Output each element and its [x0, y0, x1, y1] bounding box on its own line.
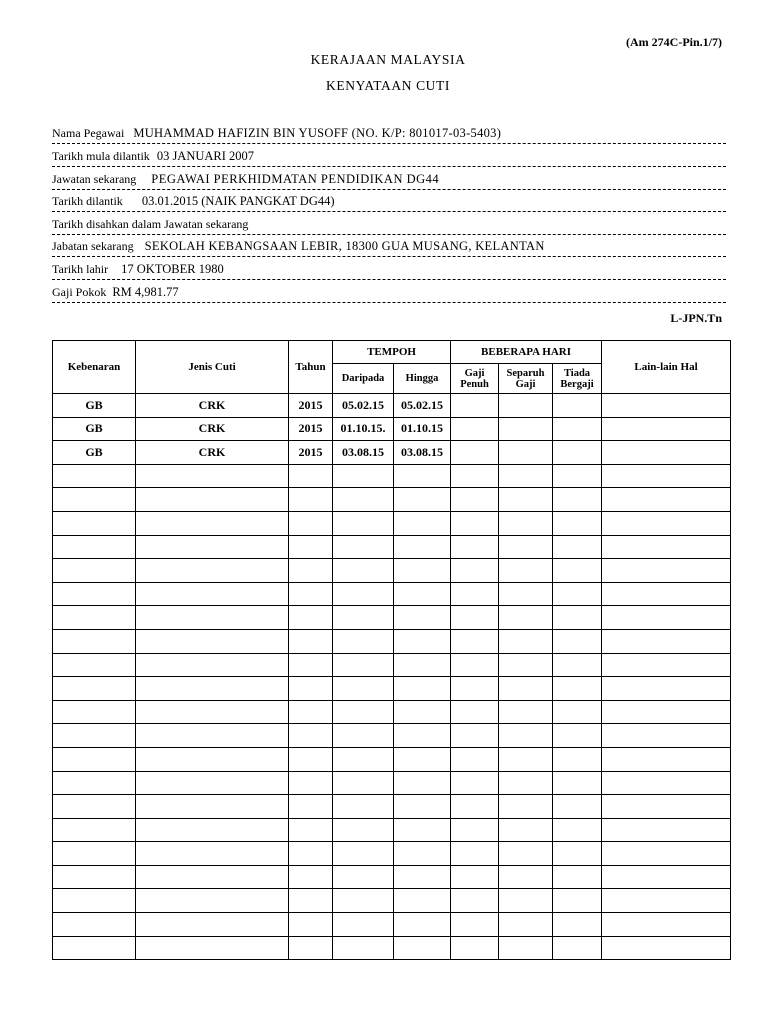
header-gaji-penuh: Gaji Penuh [451, 364, 499, 394]
table-row-empty [53, 795, 731, 819]
field-label: Jabatan sekarang [52, 239, 134, 253]
field-nama-pegawai [52, 125, 726, 144]
cell-tiada-bergaji [553, 795, 602, 819]
cell-lain-lain [602, 700, 731, 724]
cell-separuh-gaji [499, 559, 553, 583]
cell-separuh-gaji [499, 771, 553, 795]
cell-kebenaran [53, 771, 136, 795]
cell-separuh-gaji [499, 441, 553, 465]
cell-separuh-gaji [499, 606, 553, 630]
cell-kebenaran [53, 488, 136, 512]
leave-table-body [53, 394, 731, 960]
cell-gaji-penuh [451, 511, 499, 535]
cell-lain-lain [602, 606, 731, 630]
cell-gaji-penuh [451, 818, 499, 842]
cell-jenis-cuti [136, 488, 289, 512]
cell-tahun: 2015 [289, 417, 333, 441]
table-row-empty [53, 936, 731, 960]
header-separuh-gaji: Separuh Gaji [499, 364, 553, 394]
cell-daripada [333, 889, 394, 913]
field-jawatan-sekarang [52, 171, 726, 190]
cell-tahun [289, 464, 333, 488]
cell-jenis-cuti [136, 747, 289, 771]
cell-tahun [289, 629, 333, 653]
header-kebenaran: Kebenaran [53, 341, 136, 394]
table-row-empty [53, 747, 731, 771]
cell-gaji-penuh [451, 889, 499, 913]
field-label: Tarikh mula dilantik [52, 149, 150, 163]
cell-jenis-cuti [136, 606, 289, 630]
field-tarikh-disahkan [52, 216, 726, 235]
cell-tiada-bergaji [553, 606, 602, 630]
header-lain-lain-hal: Lain-lain Hal [602, 341, 731, 394]
cell-kebenaran [53, 724, 136, 748]
cell-hingga [394, 606, 451, 630]
cell-gaji-penuh [451, 535, 499, 559]
leave-table [52, 340, 731, 960]
cell-separuh-gaji [499, 795, 553, 819]
cell-kebenaran [53, 559, 136, 583]
cell-kebenaran: GB [53, 394, 136, 418]
cell-gaji-penuh [451, 795, 499, 819]
cell-hingga [394, 913, 451, 937]
cell-jenis-cuti [136, 559, 289, 583]
field-value: MUHAMMAD HAFIZIN BIN YUSOFF (NO. K/P: 801017-03-5403) [133, 126, 502, 140]
cell-tahun [289, 771, 333, 795]
cell-gaji-penuh [451, 724, 499, 748]
cell-kebenaran [53, 464, 136, 488]
cell-lain-lain [602, 394, 731, 418]
cell-hingga [394, 559, 451, 583]
table-row-empty [53, 677, 731, 701]
cell-lain-lain [602, 865, 731, 889]
cell-tiada-bergaji [553, 629, 602, 653]
cell-gaji-penuh [451, 394, 499, 418]
cell-lain-lain [602, 417, 731, 441]
cell-daripada [333, 818, 394, 842]
cell-tiada-bergaji [553, 936, 602, 960]
cell-hingga [394, 700, 451, 724]
cell-kebenaran [53, 936, 136, 960]
cell-daripada [333, 582, 394, 606]
cell-tahun [289, 535, 333, 559]
cell-kebenaran [53, 747, 136, 771]
cell-separuh-gaji [499, 747, 553, 771]
cell-hingga: 05.02.15 [394, 394, 451, 418]
cell-separuh-gaji [499, 842, 553, 866]
cell-tahun [289, 842, 333, 866]
cell-jenis-cuti [136, 795, 289, 819]
cell-hingga [394, 464, 451, 488]
cell-daripada [333, 936, 394, 960]
cell-separuh-gaji [499, 818, 553, 842]
page-title: KERAJAAN MALAYSIA [310, 52, 466, 67]
cell-gaji-penuh [451, 771, 499, 795]
cell-tahun: 2015 [289, 394, 333, 418]
page-subtitle: KENYATAAN CUTI [326, 78, 450, 93]
cell-tiada-bergaji [553, 511, 602, 535]
cell-hingga [394, 818, 451, 842]
cell-separuh-gaji [499, 653, 553, 677]
cell-tahun [289, 818, 333, 842]
cell-lain-lain [602, 771, 731, 795]
cell-daripada: 05.02.15 [333, 394, 394, 418]
cell-kebenaran: GB [53, 417, 136, 441]
cell-tiada-bergaji [553, 771, 602, 795]
table-row-empty [53, 629, 731, 653]
field-value: 03.01.2015 (NAIK PANGKAT DG44) [141, 194, 335, 208]
cell-daripada [333, 677, 394, 701]
cell-daripada [333, 629, 394, 653]
cell-gaji-penuh [451, 700, 499, 724]
table-row-empty [53, 559, 731, 583]
cell-separuh-gaji [499, 889, 553, 913]
cell-separuh-gaji [499, 700, 553, 724]
header-hingga: Hingga [394, 364, 451, 394]
cell-tahun [289, 582, 333, 606]
cell-gaji-penuh [451, 441, 499, 465]
cell-jenis-cuti [136, 936, 289, 960]
field-label: Nama Pegawai [52, 126, 125, 140]
field-gaji-pokok [52, 284, 726, 303]
cell-separuh-gaji [499, 417, 553, 441]
cell-tiada-bergaji [553, 913, 602, 937]
field-label: Tarikh disahkan dalam Jawatan sekarang [52, 217, 249, 231]
cell-daripada [333, 842, 394, 866]
table-row-empty [53, 700, 731, 724]
cell-daripada: 03.08.15 [333, 441, 394, 465]
cell-jenis-cuti [136, 724, 289, 748]
cell-tahun [289, 724, 333, 748]
cell-jenis-cuti [136, 629, 289, 653]
table-row-empty [53, 511, 731, 535]
cell-tiada-bergaji [553, 865, 602, 889]
header-tempoh: TEMPOH [333, 341, 451, 364]
cell-separuh-gaji [499, 488, 553, 512]
cell-jenis-cuti [136, 653, 289, 677]
cell-kebenaran [53, 653, 136, 677]
field-label: Tarikh dilantik [52, 194, 123, 208]
cell-hingga [394, 677, 451, 701]
cell-lain-lain [602, 629, 731, 653]
cell-hingga [394, 724, 451, 748]
field-value: SEKOLAH KEBANGSAAN LEBIR, 18300 GUA MUSANG, KELANTAN [144, 239, 545, 253]
cell-kebenaran [53, 865, 136, 889]
cell-jenis-cuti [136, 865, 289, 889]
cell-hingga: 03.08.15 [394, 441, 451, 465]
cell-jenis-cuti [136, 582, 289, 606]
cell-gaji-penuh [451, 582, 499, 606]
cell-jenis-cuti [136, 842, 289, 866]
cell-lain-lain [602, 511, 731, 535]
cell-hingga [394, 582, 451, 606]
cell-kebenaran: GB [53, 441, 136, 465]
cell-tiada-bergaji [553, 417, 602, 441]
form-code: (Am 274C-Pin.1/7) [626, 35, 722, 49]
field-label: Gaji Pokok [52, 285, 107, 299]
cell-daripada [333, 795, 394, 819]
cell-separuh-gaji [499, 936, 553, 960]
cell-tahun: 2015 [289, 441, 333, 465]
cell-daripada [333, 511, 394, 535]
cell-separuh-gaji [499, 724, 553, 748]
table-row-empty [53, 818, 731, 842]
field-jabatan-sekarang [52, 238, 726, 257]
table-row-empty [53, 842, 731, 866]
cell-lain-lain [602, 559, 731, 583]
cell-kebenaran [53, 677, 136, 701]
cell-jenis-cuti [136, 771, 289, 795]
cell-daripada [333, 464, 394, 488]
cell-tahun [289, 606, 333, 630]
field-tarikh-lahir [52, 261, 726, 280]
cell-separuh-gaji [499, 464, 553, 488]
field-tarikh-mula-dilantik [52, 148, 726, 167]
cell-tahun [289, 889, 333, 913]
cell-tahun [289, 653, 333, 677]
cell-jenis-cuti: CRK [136, 441, 289, 465]
cell-tiada-bergaji [553, 818, 602, 842]
cell-hingga [394, 653, 451, 677]
table-row-empty [53, 724, 731, 748]
cell-tiada-bergaji [553, 677, 602, 701]
cell-gaji-penuh [451, 464, 499, 488]
cell-kebenaran [53, 795, 136, 819]
cell-kebenaran [53, 818, 136, 842]
cell-daripada [333, 747, 394, 771]
field-value: RM 4,981.77 [112, 285, 179, 299]
cell-jenis-cuti [136, 535, 289, 559]
cell-tahun [289, 511, 333, 535]
cell-gaji-penuh [451, 842, 499, 866]
cell-hingga [394, 488, 451, 512]
cell-daripada [333, 559, 394, 583]
cell-jenis-cuti [136, 889, 289, 913]
cell-gaji-penuh [451, 488, 499, 512]
cell-gaji-penuh [451, 747, 499, 771]
cell-gaji-penuh [451, 865, 499, 889]
cell-hingga: 01.10.15 [394, 417, 451, 441]
cell-kebenaran [53, 842, 136, 866]
table-row-empty [53, 606, 731, 630]
cell-hingga [394, 795, 451, 819]
cell-daripada [333, 913, 394, 937]
cell-gaji-penuh [451, 913, 499, 937]
table-row-empty [53, 653, 731, 677]
cell-lain-lain [602, 747, 731, 771]
cell-separuh-gaji [499, 677, 553, 701]
cell-lain-lain [602, 653, 731, 677]
cell-daripada [333, 700, 394, 724]
cell-kebenaran [53, 629, 136, 653]
table-row [53, 417, 731, 441]
cell-tahun [289, 795, 333, 819]
header-daripada: Daripada [333, 364, 394, 394]
cell-lain-lain [602, 842, 731, 866]
cell-lain-lain [602, 535, 731, 559]
cell-kebenaran [53, 535, 136, 559]
table-row [53, 394, 731, 418]
cell-gaji-penuh [451, 417, 499, 441]
cell-daripada [333, 724, 394, 748]
cell-gaji-penuh [451, 629, 499, 653]
cell-jenis-cuti [136, 700, 289, 724]
cell-lain-lain [602, 464, 731, 488]
cell-separuh-gaji [499, 629, 553, 653]
cell-tahun [289, 747, 333, 771]
cell-gaji-penuh [451, 606, 499, 630]
cell-lain-lain [602, 889, 731, 913]
cell-gaji-penuh [451, 677, 499, 701]
cell-kebenaran [53, 511, 136, 535]
cell-gaji-penuh [451, 936, 499, 960]
table-row-empty [53, 464, 731, 488]
cell-lain-lain [602, 724, 731, 748]
cell-daripada [333, 606, 394, 630]
cell-jenis-cuti: CRK [136, 417, 289, 441]
cell-jenis-cuti [136, 511, 289, 535]
field-tarikh-dilantik [52, 193, 726, 212]
cell-hingga [394, 747, 451, 771]
header-jenis-cuti: Jenis Cuti [136, 341, 289, 394]
cell-separuh-gaji [499, 582, 553, 606]
cell-lain-lain [602, 488, 731, 512]
cell-lain-lain [602, 936, 731, 960]
cell-kebenaran [53, 606, 136, 630]
cell-separuh-gaji [499, 913, 553, 937]
header-tahun: Tahun [289, 341, 333, 394]
cell-tahun [289, 936, 333, 960]
table-row-empty [53, 865, 731, 889]
cell-lain-lain [602, 818, 731, 842]
table-row-empty [53, 582, 731, 606]
cell-jenis-cuti [136, 818, 289, 842]
cell-daripada [333, 653, 394, 677]
cell-lain-lain [602, 582, 731, 606]
field-label: Jawatan sekarang [52, 172, 137, 186]
cell-daripada [333, 771, 394, 795]
cell-kebenaran [53, 700, 136, 724]
cell-tiada-bergaji [553, 653, 602, 677]
cell-tiada-bergaji [553, 582, 602, 606]
cell-hingga [394, 936, 451, 960]
field-value: 03 JANUARI 2007 [156, 149, 255, 163]
cell-tahun [289, 559, 333, 583]
cell-tiada-bergaji [553, 535, 602, 559]
cell-tiada-bergaji [553, 747, 602, 771]
cell-lain-lain [602, 441, 731, 465]
cell-tiada-bergaji [553, 464, 602, 488]
table-row-empty [53, 913, 731, 937]
cell-tiada-bergaji [553, 700, 602, 724]
cell-tiada-bergaji [553, 488, 602, 512]
table-row-empty [53, 488, 731, 512]
cell-tahun [289, 913, 333, 937]
cell-tahun [289, 865, 333, 889]
cell-tiada-bergaji [553, 394, 602, 418]
table-row-empty [53, 889, 731, 913]
cell-kebenaran [53, 889, 136, 913]
cell-jenis-cuti [136, 913, 289, 937]
cell-lain-lain [602, 913, 731, 937]
cell-hingga [394, 842, 451, 866]
cell-separuh-gaji [499, 511, 553, 535]
cell-hingga [394, 535, 451, 559]
cell-tiada-bergaji [553, 842, 602, 866]
cell-jenis-cuti: CRK [136, 394, 289, 418]
cell-tiada-bergaji [553, 724, 602, 748]
cell-tiada-bergaji [553, 889, 602, 913]
table-row-empty [53, 771, 731, 795]
cell-daripada: 01.10.15. [333, 417, 394, 441]
cell-separuh-gaji [499, 394, 553, 418]
table-row-empty [53, 535, 731, 559]
cell-hingga [394, 771, 451, 795]
cell-kebenaran [53, 582, 136, 606]
header-tiada-bergaji: Tiada Bergaji [553, 364, 602, 394]
cell-gaji-penuh [451, 559, 499, 583]
cell-gaji-penuh [451, 653, 499, 677]
cell-hingga [394, 511, 451, 535]
cell-lain-lain [602, 795, 731, 819]
cell-jenis-cuti [136, 677, 289, 701]
cell-lain-lain [602, 677, 731, 701]
cell-tahun [289, 677, 333, 701]
table-row [53, 441, 731, 465]
field-value: PEGAWAI PERKHIDMATAN PENDIDIKAN DG44 [151, 172, 440, 186]
reference-code: L-JPN.Tn [670, 311, 722, 325]
cell-hingga [394, 629, 451, 653]
cell-jenis-cuti [136, 464, 289, 488]
cell-tiada-bergaji [553, 559, 602, 583]
cell-kebenaran [53, 913, 136, 937]
cell-separuh-gaji [499, 865, 553, 889]
cell-tahun [289, 700, 333, 724]
header-beberapa-hari: BEBERAPA HARI [451, 341, 602, 364]
cell-hingga [394, 865, 451, 889]
cell-daripada [333, 865, 394, 889]
cell-separuh-gaji [499, 535, 553, 559]
cell-tiada-bergaji [553, 441, 602, 465]
cell-daripada [333, 535, 394, 559]
field-value: 17 OKTOBER 1980 [121, 262, 224, 276]
cell-tahun [289, 488, 333, 512]
field-label: Tarikh lahir [52, 262, 109, 276]
cell-daripada [333, 488, 394, 512]
cell-hingga [394, 889, 451, 913]
